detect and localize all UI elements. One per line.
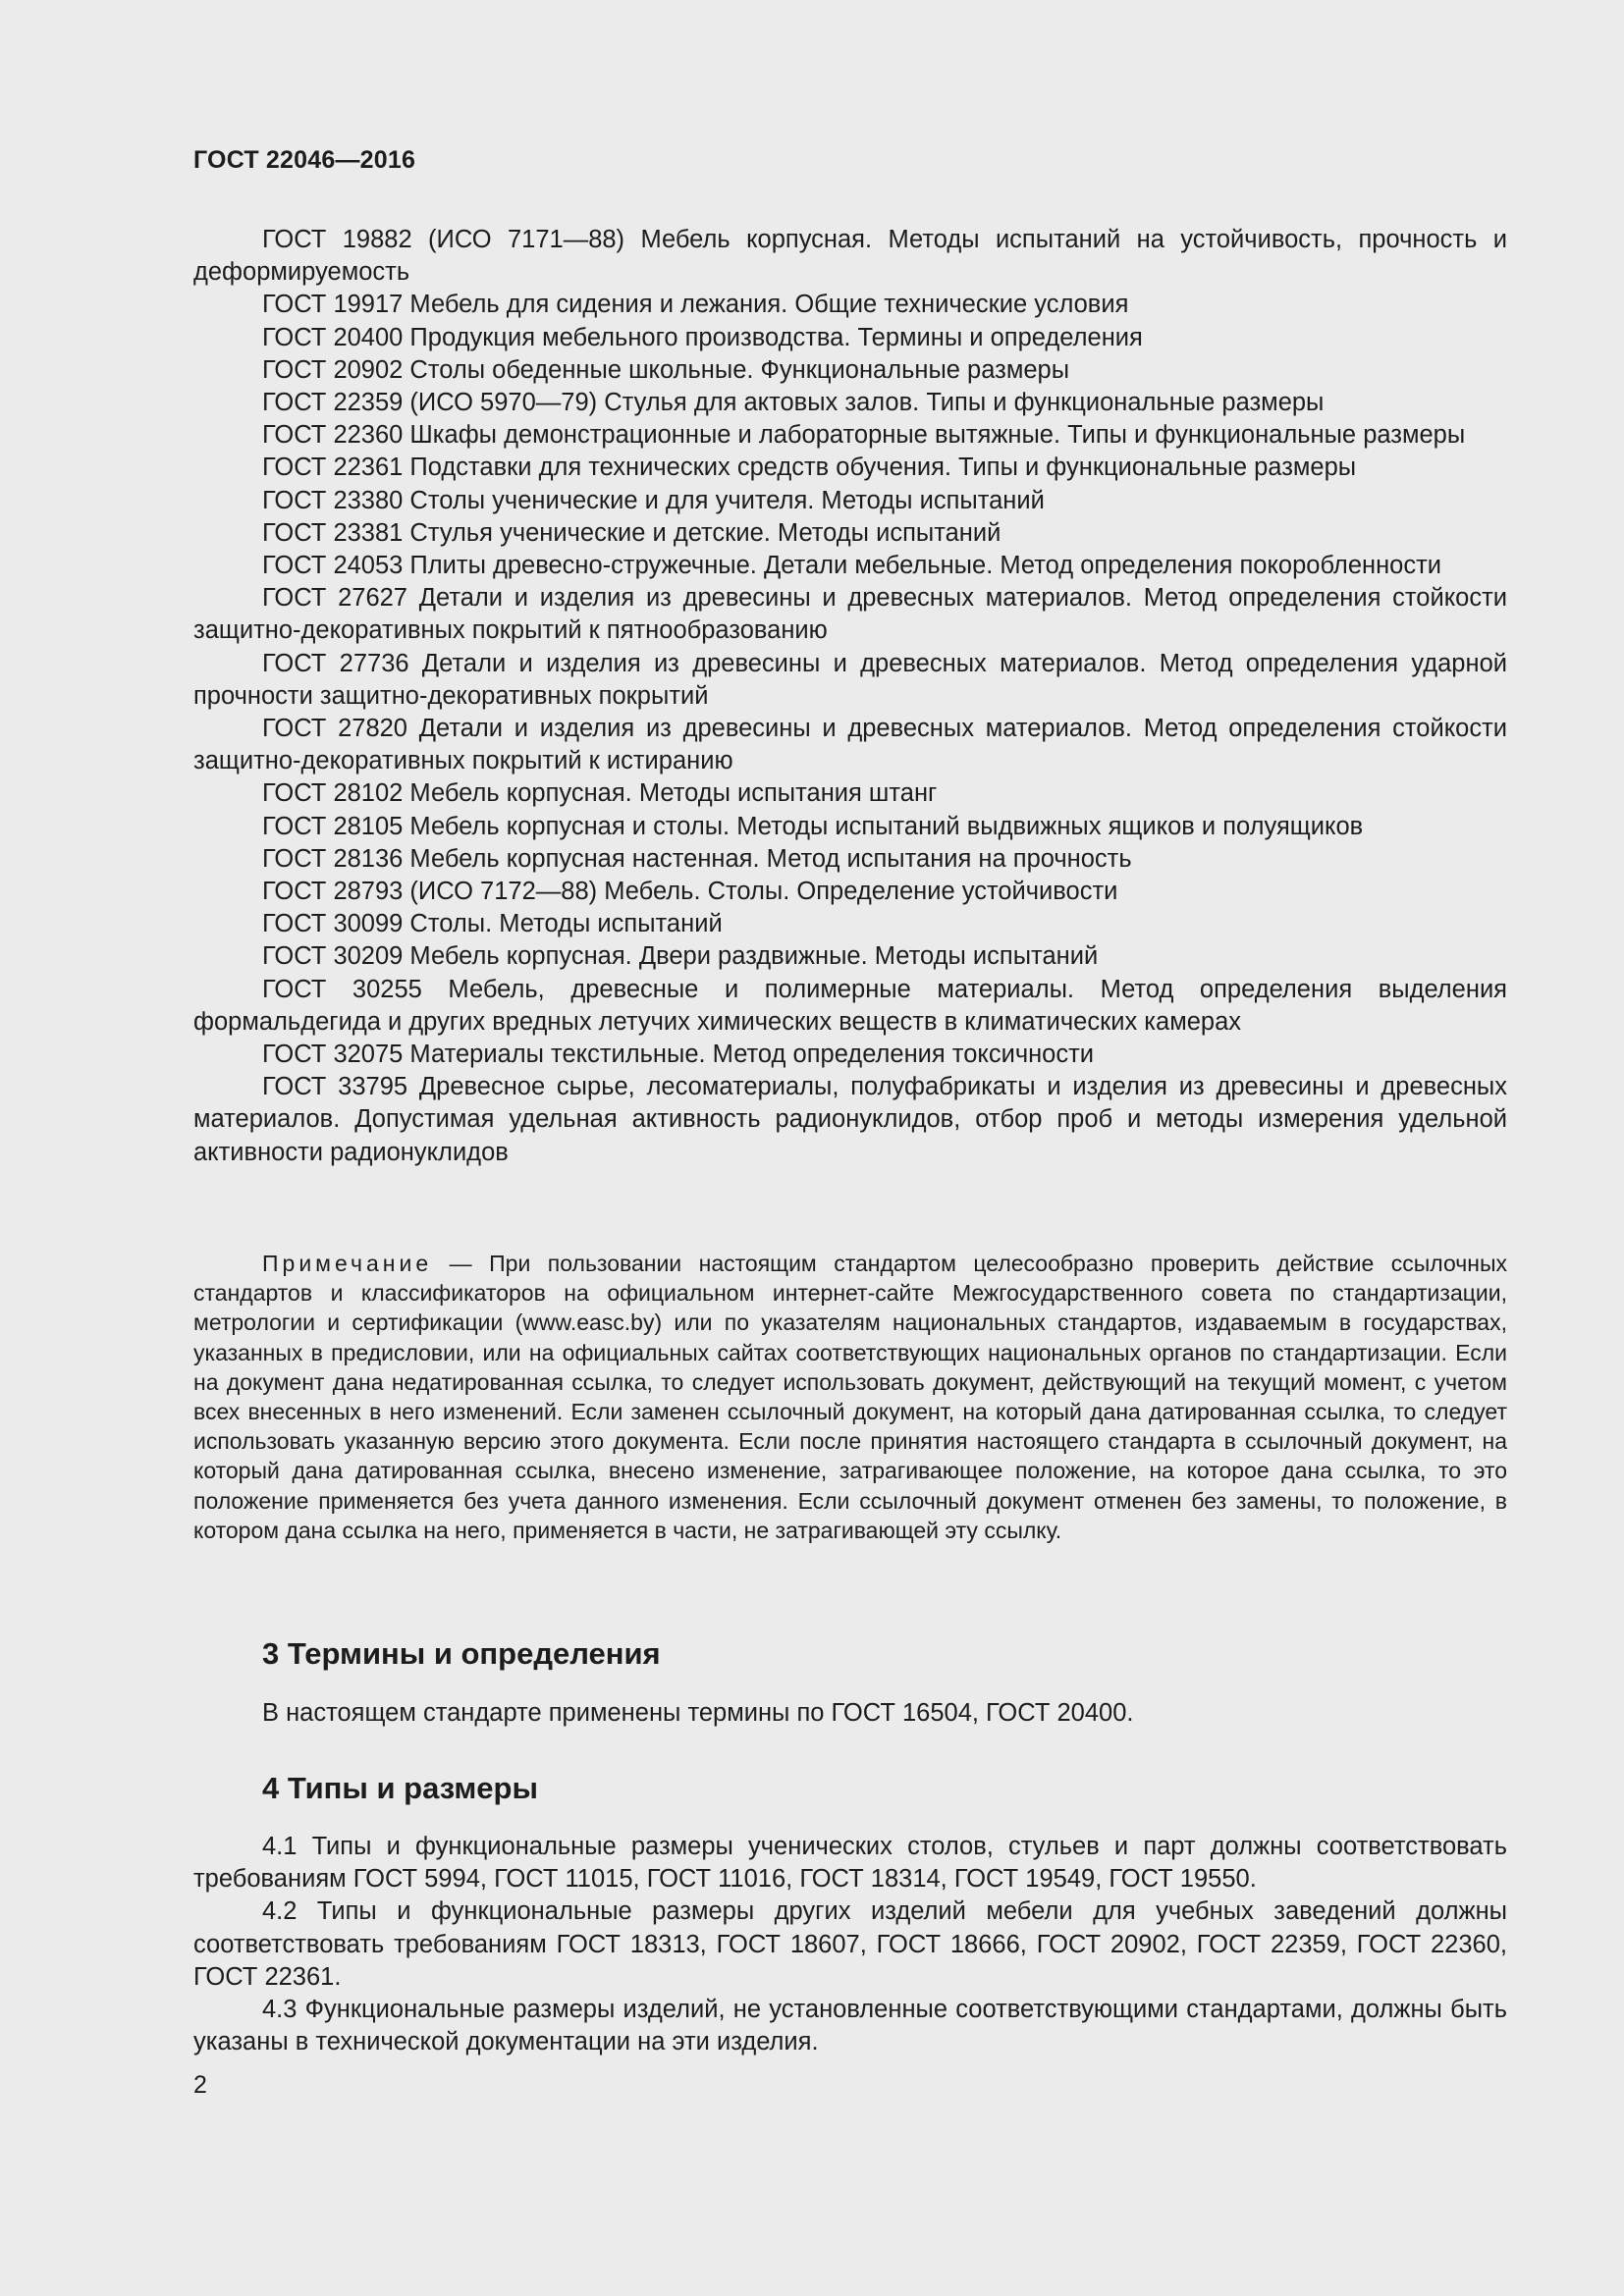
reference-item: ГОСТ 30255 Мебель, древесные и полимерные материалы. Метод определения выделения формальдегида и других вредных летучих химических веществ в климатических камерах xyxy=(193,975,1507,1036)
reference-item: ГОСТ 28136 Мебель корпусная настенная. Метод испытания на прочность xyxy=(262,844,1132,873)
reference-item: ГОСТ 22360 Шкафы демонстрационные и лабораторные вытяжные. Типы и функциональные размеры xyxy=(262,421,1466,450)
normative-references-list xyxy=(193,224,1507,1169)
page-number: 2 xyxy=(193,2071,207,2099)
reference-item: ГОСТ 20902 Столы обеденные школьные. Функциональные размеры xyxy=(262,355,1070,384)
document-header: ГОСТ 22046—2016 xyxy=(193,146,416,174)
reference-item: ГОСТ 30209 Мебель корпусная. Двери раздвижные. Методы испытаний xyxy=(262,942,1099,971)
reference-item: ГОСТ 22359 (ИСО 5970—79) Стулья для актовых залов. Типы и функциональные размеры xyxy=(262,389,1325,417)
reference-item: ГОСТ 27627 Детали и изделия из древесины и древесных материалов. Метод определения стойкости защитно-декоративных покрытий к пятнообразованию xyxy=(193,584,1507,645)
reference-item: ГОСТ 27820 Детали и изделия из древесины и древесных материалов. Метод определения стойкости защитно-декоративных покрытий к истиранию xyxy=(193,715,1507,775)
reference-item: ГОСТ 22361 Подставки для технических средств обучения. Типы и функциональные размеры xyxy=(262,454,1357,482)
section-3-text: В настоящем стандарте применены термины по ГОСТ 16504, ГОСТ 20400. xyxy=(262,1699,1134,1727)
reference-item: ГОСТ 23381 Стулья ученические и детские. Методы испытаний xyxy=(262,518,1001,547)
reference-item: ГОСТ 28793 (ИСО 7172—88) Мебель. Столы. Определение устойчивости xyxy=(262,878,1118,906)
clause-4-3: 4.3 Функциональные размеры изделий, не установленные соответствующими стандартами, должны быть указаны в технической документации на эти изделия. xyxy=(193,1996,1507,2056)
reference-item: ГОСТ 30099 Столы. Методы испытаний xyxy=(262,910,723,938)
reference-item: ГОСТ 24053 Плиты древесно-стружечные. Детали мебельные. Метод определения покоробленности xyxy=(262,552,1442,580)
reference-item: ГОСТ 23380 Столы ученические и для учителя. Методы испытаний xyxy=(262,486,1045,514)
section-4-body xyxy=(193,1831,1507,2058)
section-4-title: 4 Типы и размеры xyxy=(262,1771,538,1805)
note-text: При пользовании настоящим стандартом целесообразно проверить действие ссылочных стандартов и классификаторов на официальном интернет-сайте Межгосударственного совета по стандартизации, метрологии и сертификации (www.easc.by) или по указателям национальных стандартов, издаваемым в государствах, указанных в предисловии, или на официальных сайтах соответствующих национальных органов по стандартизации. Если на документ дана недатированная ссылка, то следует использовать документ, действующий на текущий момент, с учетом всех внесенных в него изменений. Если заменен ссылочный документ, на который дана датированная ссылка, то следует использовать указанную версию этого документа. Если после принятия настоящего стандарта в ссылочный документ, на который дана датированная ссылка, внесено изменение, затрагивающее положение, на которое дана ссылка, то это положение применяется без учета данного изменения. Если ссылочный документ отменен без замены, то положение, в котором дана ссылка на него, применяется в части, не затрагивающей эту ссылку. xyxy=(193,1251,1507,1543)
reference-item: ГОСТ 32075 Материалы текстильные. Метод определения токсичности xyxy=(262,1041,1095,1069)
reference-item: ГОСТ 19917 Мебель для сидения и лежания. Общие технические условия xyxy=(262,291,1129,319)
reference-item: ГОСТ 20400 Продукция мебельного производства. Термины и определения xyxy=(262,323,1143,351)
reference-item: ГОСТ 27736 Детали и изделия из древесины и древесных материалов. Метод определения ударной прочности защитно-декоративных покрытий xyxy=(193,649,1507,710)
reference-item: ГОСТ 28105 Мебель корпусная и столы. Методы испытаний выдвижных ящиков и полуящиков xyxy=(262,812,1364,840)
note-dash: — xyxy=(432,1251,490,1276)
references-note xyxy=(193,1249,1507,1545)
clause-4-2: 4.2 Типы и функциональные размеры других изделий мебели для учебных заведений должны соответствовать требованиям ГОСТ 18313, ГОСТ 18607, ГОСТ 18666, ГОСТ 20902, ГОСТ 22359, ГОСТ 22360, ГОСТ 22361. xyxy=(193,1897,1507,1991)
section-3-title: 3 Термины и определения xyxy=(262,1636,661,1671)
reference-item: ГОСТ 33795 Древесное сырье, лесоматериалы, полуфабрикаты и изделия из древесины и древесных материалов. Допустимая удельная активность радионуклидов, отбор проб и методы измерения удельной активности радионуклидов xyxy=(193,1073,1507,1166)
reference-item: ГОСТ 28102 Мебель корпусная. Методы испытания штанг xyxy=(262,779,938,808)
clause-4-1: 4.1 Типы и функциональные размеры ученических столов, стульев и парт должны соответствовать требованиям ГОСТ 5994, ГОСТ 11015, ГОСТ 11016, ГОСТ 18314, ГОСТ 19549, ГОСТ 19550. xyxy=(193,1833,1507,1894)
note-label: Примечание xyxy=(262,1251,433,1276)
reference-item: ГОСТ 19882 (ИСО 7171—88) Мебель корпусная. Методы испытаний на устойчивость, прочность и деформируемость xyxy=(193,226,1507,287)
